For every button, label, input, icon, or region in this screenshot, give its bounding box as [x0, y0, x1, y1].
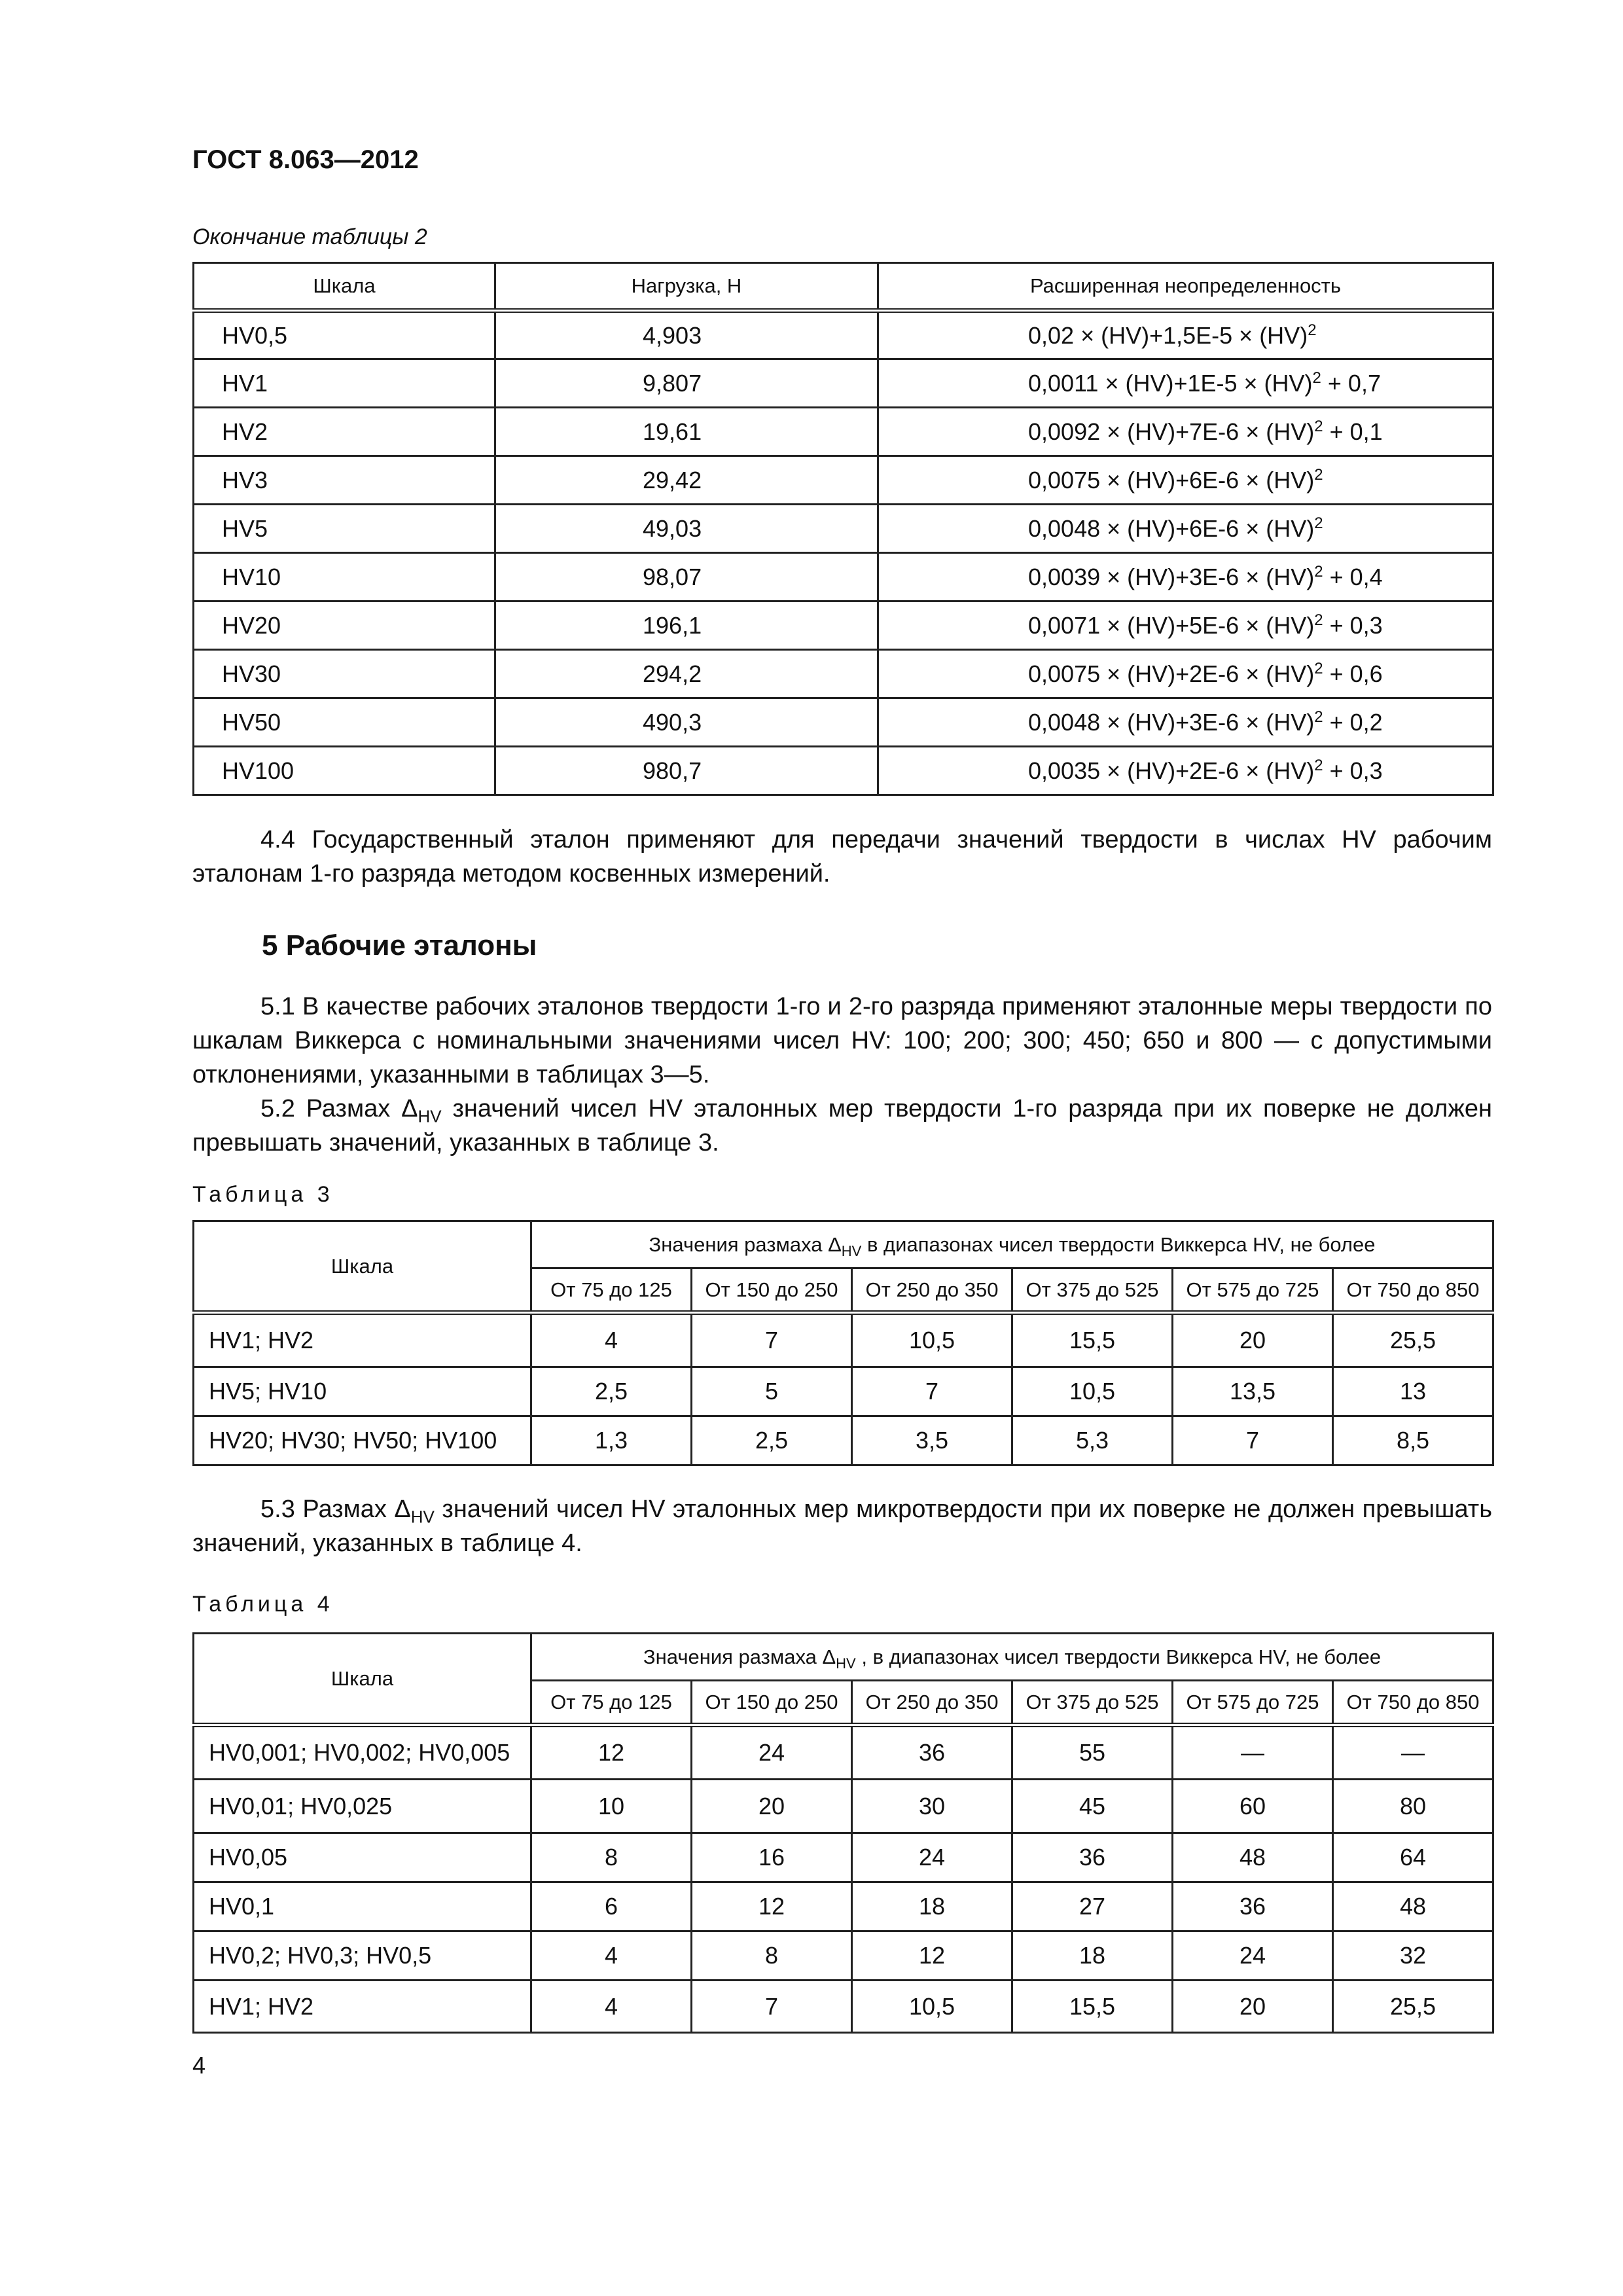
table2-cell-scale: HV50: [194, 698, 495, 747]
table4-cell-scale: HV0,05: [194, 1833, 531, 1882]
table-row: [194, 1416, 1493, 1465]
uncertainty-formula: 0,0048 × (HV)+6E-6 × (HV): [1028, 514, 1315, 542]
table4-range-header: От 575 до 725: [1173, 1681, 1333, 1725]
table4-cell-value: 12: [692, 1882, 852, 1931]
table3-range-header: От 150 до 250: [692, 1268, 852, 1313]
table3-cell-value: 7: [692, 1313, 852, 1367]
table2-cell-uncertainty: [878, 747, 1493, 795]
uncertainty-offset: + 0,6: [1323, 660, 1383, 687]
table3-cell-scale: HV20; HV30; HV50; HV100: [194, 1416, 531, 1465]
uncertainty-formula: 0,02 × (HV)+1,5E-5 × (HV): [1028, 321, 1308, 349]
table4-cell-value: 48: [1333, 1882, 1493, 1931]
table4-cell-value: 8: [531, 1833, 692, 1882]
table3-group-subscript: HV: [841, 1242, 862, 1259]
table4: [192, 1632, 1494, 2034]
table4-group-part-a: Значения размаха Δ: [643, 1645, 836, 1668]
table4-range-header: От 75 до 125: [531, 1681, 692, 1725]
table4-cell-value: 10,5: [852, 1981, 1012, 2033]
table3-cell-value: 15,5: [1012, 1313, 1173, 1367]
table4-cell-value: 55: [1012, 1725, 1173, 1780]
table-row: [194, 408, 1493, 456]
table4-range-header: От 250 до 350: [852, 1681, 1012, 1725]
delta-hv-subscript-2: HV: [410, 1507, 435, 1527]
squared-exponent: 2: [1314, 659, 1323, 677]
table4-cell-value: 18: [1012, 1931, 1173, 1981]
paragraph-5-3: [192, 1492, 1492, 1560]
table3-header-group: [531, 1221, 1493, 1268]
table3-range-header: От 375 до 525: [1012, 1268, 1173, 1313]
table4-cell-scale: HV0,2; HV0,3; HV0,5: [194, 1931, 531, 1981]
table3-cell-value: 13,5: [1173, 1367, 1333, 1416]
table4-header-row-1: [194, 1634, 1493, 1681]
table3-cell-value: 7: [852, 1367, 1012, 1416]
table4-cell-value: 12: [852, 1931, 1012, 1981]
section-5-heading: 5 Рабочие эталоны: [262, 929, 537, 961]
table2-body: [194, 311, 1493, 795]
table4-cell-value: 45: [1012, 1780, 1173, 1833]
table4-cell-value: 4: [531, 1981, 692, 2033]
table2-cell-scale: HV30: [194, 650, 495, 698]
table2-cell-uncertainty: [878, 601, 1493, 650]
delta-hv-subscript: HV: [418, 1106, 442, 1126]
table4-cell-value: 16: [692, 1833, 852, 1882]
table4-cell-value: 24: [1173, 1931, 1333, 1981]
page-number: 4: [192, 2052, 206, 2079]
uncertainty-offset: + 0,3: [1323, 757, 1383, 784]
table2-cell-load: 49,03: [495, 505, 878, 553]
table4-cell-value: 10: [531, 1780, 692, 1833]
table3-cell-value: 7: [1173, 1416, 1333, 1465]
table-row: [194, 747, 1493, 795]
table3-body: [194, 1313, 1493, 1465]
table3-header-row-1: [194, 1221, 1493, 1268]
squared-exponent: 2: [1314, 756, 1323, 774]
table2-cell-uncertainty: [878, 311, 1493, 359]
table-row: [194, 1833, 1493, 1882]
table-row: [194, 1313, 1493, 1367]
table3-cell-value: 4: [531, 1313, 692, 1367]
table3-cell-value: 13: [1333, 1367, 1493, 1416]
table4-body: [194, 1725, 1493, 2033]
table2-header-load: Нагрузка, Н: [495, 263, 878, 311]
table2-cell-load: 4,903: [495, 311, 878, 359]
table2-cell-uncertainty: [878, 650, 1493, 698]
table4-cell-value: 36: [852, 1725, 1012, 1780]
table-row: [194, 650, 1493, 698]
table4-group-part-b: , в диапазонах чисел твердости Виккерса HV, не более: [855, 1645, 1382, 1668]
table-row: [194, 1882, 1493, 1931]
table4-group-subscript: HV: [836, 1655, 856, 1672]
table2-cell-scale: HV2: [194, 408, 495, 456]
table2-header-row: [194, 263, 1493, 311]
table2-header-uncertainty: Расширенная неопределенность: [878, 263, 1493, 311]
table3-header-scale: Шкала: [194, 1221, 531, 1313]
table4-cell-value: 32: [1333, 1931, 1493, 1981]
table3-cell-value: 2,5: [531, 1367, 692, 1416]
uncertainty-formula: 0,0011 × (HV)+1E-5 × (HV): [1028, 369, 1313, 397]
uncertainty-formula: 0,0071 × (HV)+5E-6 × (HV): [1028, 611, 1315, 639]
squared-exponent: 2: [1308, 321, 1317, 339]
squared-exponent: 2: [1314, 465, 1323, 484]
table-row: [194, 359, 1493, 408]
paragraph-5-3-part-b: значений чисел HV эталонных мер микротвердости при их поверке не должен превышать значений, указанных в таблице 4.: [192, 1496, 1492, 1557]
table4-cell-value: 12: [531, 1725, 692, 1780]
table3-group-part-b: в диапазонах чисел твердости Виккерса HV, не более: [861, 1232, 1376, 1256]
paragraph-5-2: [192, 1092, 1492, 1160]
table4-header-scale: Шкала: [194, 1634, 531, 1725]
table3-range-header: От 750 до 850: [1333, 1268, 1493, 1313]
table2-cell-scale: HV1: [194, 359, 495, 408]
table3-cell-value: 2,5: [692, 1416, 852, 1465]
table-row: [194, 456, 1493, 505]
table2-cell-load: 490,3: [495, 698, 878, 747]
uncertainty-formula: 0,0039 × (HV)+3E-6 × (HV): [1028, 563, 1315, 590]
table4-cell-value: 7: [692, 1981, 852, 2033]
table-row: [194, 1780, 1493, 1833]
table3-range-header: От 575 до 725: [1173, 1268, 1333, 1313]
squared-exponent: 2: [1314, 708, 1323, 726]
paragraph-5-2-part-b: значений чисел HV эталонных мер твердости 1-го разряда при их поверке не должен превышать значений, указанных в таблице 3.: [192, 1095, 1493, 1157]
table4-cell-value: 27: [1012, 1882, 1173, 1931]
paragraph-5-2-part-a: 5.2 Размах Δ: [260, 1095, 418, 1122]
document-standard-number: ГОСТ 8.063—2012: [192, 145, 419, 174]
table2-cell-scale: HV3: [194, 456, 495, 505]
table4-cell-value: —: [1333, 1725, 1493, 1780]
uncertainty-offset: + 0,2: [1323, 708, 1383, 736]
table4-cell-scale: HV1; HV2: [194, 1981, 531, 2033]
table4-cell-value: 30: [852, 1780, 1012, 1833]
table4-cell-value: 80: [1333, 1780, 1493, 1833]
table4-caption: Таблица 4: [192, 1592, 334, 1617]
table4-range-header: От 375 до 525: [1012, 1681, 1173, 1725]
table3-cell-scale: HV5; HV10: [194, 1367, 531, 1416]
table3-cell-value: 3,5: [852, 1416, 1012, 1465]
table2: [192, 262, 1494, 796]
table2-cell-scale: HV10: [194, 553, 495, 601]
table4-cell-value: 6: [531, 1882, 692, 1931]
table4-cell-value: 24: [852, 1833, 1012, 1882]
uncertainty-offset: + 0,3: [1323, 611, 1383, 639]
table-row: [194, 1981, 1493, 2033]
squared-exponent: 2: [1312, 368, 1321, 387]
table2-header-scale: Шкала: [194, 263, 495, 311]
table4-cell-scale: HV0,01; HV0,025: [194, 1780, 531, 1833]
table4-cell-value: 36: [1012, 1833, 1173, 1882]
table4-cell-value: 60: [1173, 1780, 1333, 1833]
table2-cell-scale: HV0,5: [194, 311, 495, 359]
table4-cell-value: 36: [1173, 1882, 1333, 1931]
table-row: [194, 1725, 1493, 1780]
uncertainty-offset: + 0,1: [1323, 418, 1383, 445]
squared-exponent: 2: [1314, 562, 1323, 581]
table2-cell-load: 9,807: [495, 359, 878, 408]
uncertainty-formula: 0,0075 × (HV)+2E-6 × (HV): [1028, 660, 1315, 687]
table2-cell-scale: HV100: [194, 747, 495, 795]
table2-cell-load: 980,7: [495, 747, 878, 795]
table2-cell-load: 294,2: [495, 650, 878, 698]
table4-cell-value: 15,5: [1012, 1981, 1173, 2033]
table2-cell-load: 98,07: [495, 553, 878, 601]
table3-cell-value: 1,3: [531, 1416, 692, 1465]
squared-exponent: 2: [1314, 514, 1323, 532]
squared-exponent: 2: [1314, 611, 1323, 629]
table3-caption: Таблица 3: [192, 1182, 334, 1207]
table3-group-part-a: Значения размаха Δ: [649, 1232, 842, 1256]
table-row: [194, 698, 1493, 747]
table2-cell-load: 196,1: [495, 601, 878, 650]
table-row: [194, 1931, 1493, 1981]
table2-cell-uncertainty: [878, 359, 1493, 408]
squared-exponent: 2: [1314, 417, 1323, 435]
table3-cell-value: 8,5: [1333, 1416, 1493, 1465]
uncertainty-formula: 0,0035 × (HV)+2E-6 × (HV): [1028, 757, 1315, 784]
table2-cell-scale: HV20: [194, 601, 495, 650]
table-row: [194, 553, 1493, 601]
table2-caption: Окончание таблицы 2: [192, 224, 427, 249]
table4-cell-scale: HV0,001; HV0,002; HV0,005: [194, 1725, 531, 1780]
uncertainty-offset: + 0,7: [1321, 369, 1381, 397]
table4-cell-value: 64: [1333, 1833, 1493, 1882]
table4-cell-value: 24: [692, 1725, 852, 1780]
paragraph-4-4: 4.4 Государственный эталон применяют для передачи значений твердости в числах HV рабочим эталонам 1-го разряда методом косвенных измерений.: [192, 826, 1492, 888]
table2-cell-uncertainty: [878, 553, 1493, 601]
table-row: [194, 505, 1493, 553]
table2-cell-uncertainty: [878, 505, 1493, 553]
table4-cell-value: 18: [852, 1882, 1012, 1931]
table-row: [194, 311, 1493, 359]
table3-cell-value: 25,5: [1333, 1313, 1493, 1367]
table4-cell-value: 4: [531, 1931, 692, 1981]
table2-cell-uncertainty: [878, 408, 1493, 456]
table3-range-header: От 75 до 125: [531, 1268, 692, 1313]
uncertainty-formula: 0,0075 × (HV)+6E-6 × (HV): [1028, 466, 1315, 493]
table-row: [194, 1367, 1493, 1416]
table2-cell-load: 19,61: [495, 408, 878, 456]
uncertainty-formula: 0,0048 × (HV)+3E-6 × (HV): [1028, 708, 1315, 736]
table4-header-group: [531, 1634, 1493, 1681]
table2-cell-uncertainty: [878, 698, 1493, 747]
uncertainty-formula: 0,0092 × (HV)+7E-6 × (HV): [1028, 418, 1315, 445]
uncertainty-offset: + 0,4: [1323, 563, 1383, 590]
table4-cell-value: —: [1173, 1725, 1333, 1780]
table3-cell-value: 5: [692, 1367, 852, 1416]
table2-cell-uncertainty: [878, 456, 1493, 505]
table4-cell-scale: HV0,1: [194, 1882, 531, 1931]
table3-range-header: От 250 до 350: [852, 1268, 1012, 1313]
table3-cell-scale: HV1; HV2: [194, 1313, 531, 1367]
table-row: [194, 601, 1493, 650]
table3: [192, 1220, 1494, 1466]
table4-range-header: От 750 до 850: [1333, 1681, 1493, 1725]
table3-cell-value: 10,5: [852, 1313, 1012, 1367]
table4-cell-value: 20: [1173, 1981, 1333, 2033]
table3-cell-value: 20: [1173, 1313, 1333, 1367]
table4-cell-value: 20: [692, 1780, 852, 1833]
table4-cell-value: 25,5: [1333, 1981, 1493, 2033]
table4-range-header: От 150 до 250: [692, 1681, 852, 1725]
table4-cell-value: 8: [692, 1931, 852, 1981]
table3-cell-value: 5,3: [1012, 1416, 1173, 1465]
paragraph-5-1: 5.1 В качестве рабочих эталонов твердости 1-го и 2-го разряда применяют эталонные меры твердости по шкалам Виккерса с номинальными значениями чисел HV: 100; 200; 300; 450; 650 и 800 — с допустимыми отклонениями, указанными в таблицах 3—5.: [192, 993, 1492, 1088]
table3-cell-value: 10,5: [1012, 1367, 1173, 1416]
table4-cell-value: 48: [1173, 1833, 1333, 1882]
table2-cell-scale: HV5: [194, 505, 495, 553]
table2-cell-load: 29,42: [495, 456, 878, 505]
paragraph-5-3-part-a: 5.3 Размах Δ: [260, 1496, 411, 1523]
